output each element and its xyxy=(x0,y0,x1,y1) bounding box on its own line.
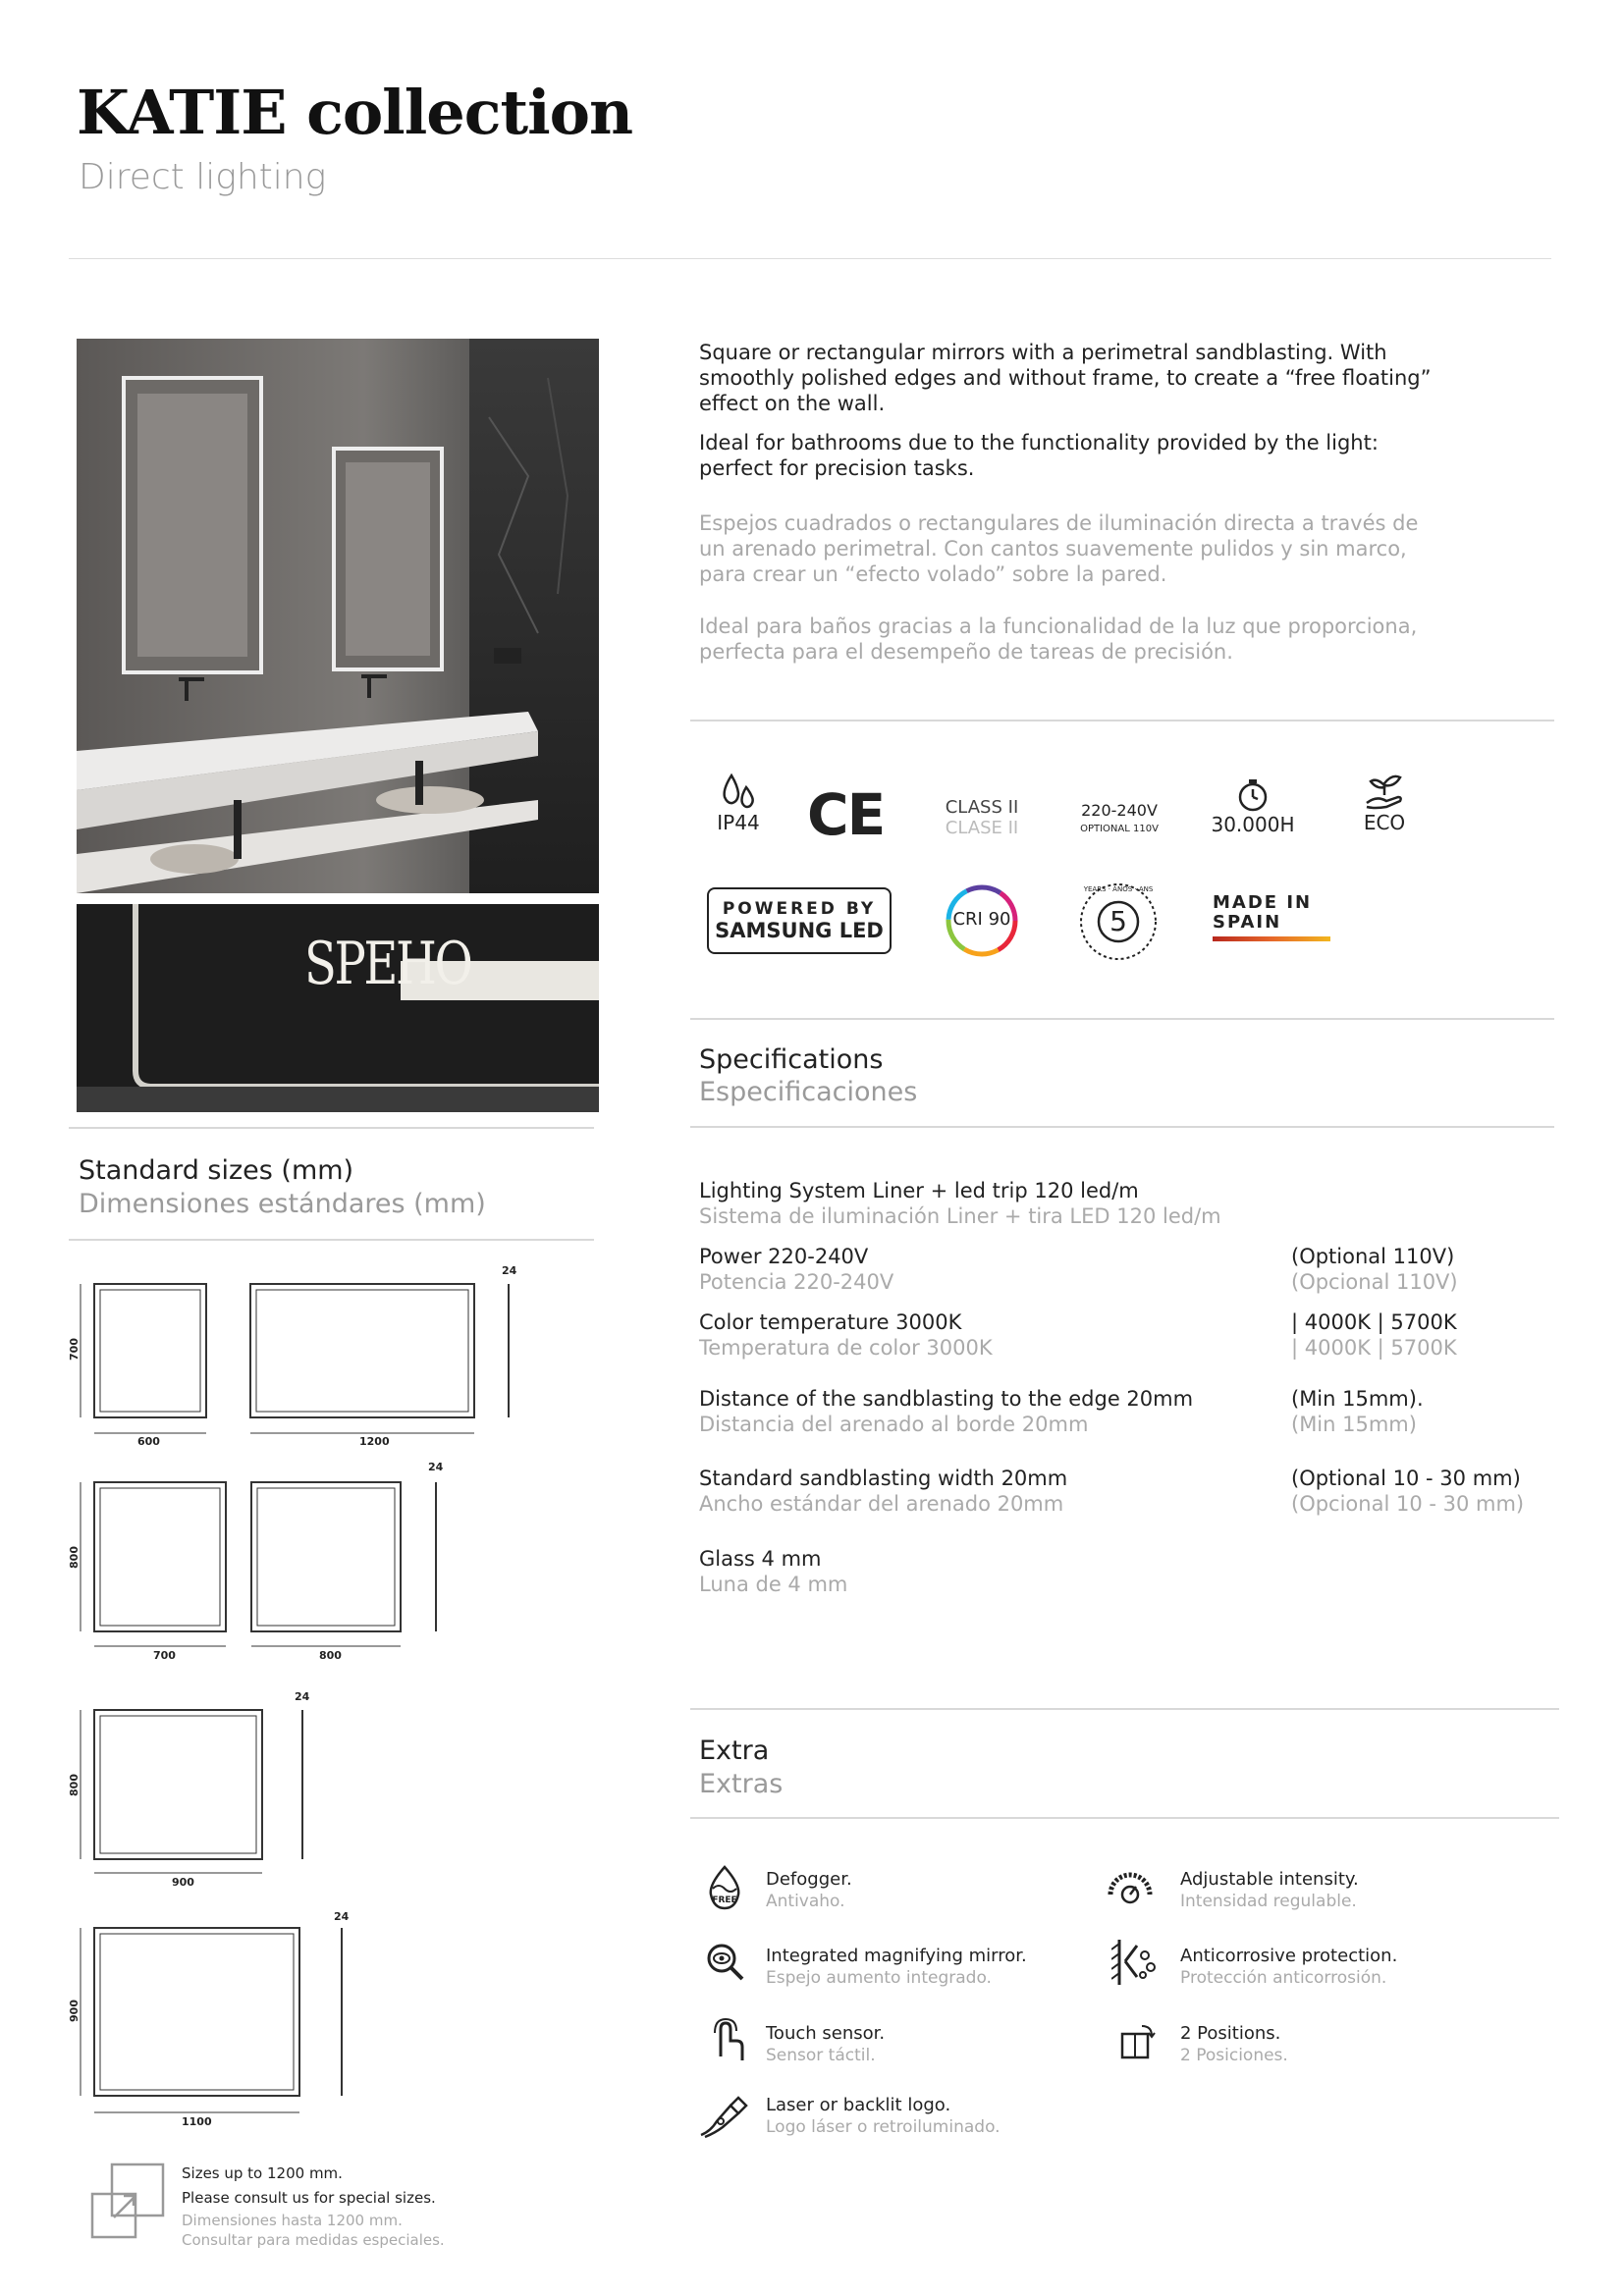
size-height-label: 800 xyxy=(67,1774,81,1796)
lifetime-badge: 30.000H xyxy=(1204,777,1302,836)
spec-row: Lighting System Liner + led trip 120 led/m Sistema de iluminación Liner + tira LED 120 led/m xyxy=(699,1179,1221,1228)
description-es-1: Espejos cuadrados o rectangulares de iluminación directa a través de un arenado perimetral. Con cantos suavemente pulidos y sin marco, para crear un “efecto volado” sobre la pared. xyxy=(699,511,1419,586)
size-height-label: 800 xyxy=(67,1546,81,1569)
svg-text:FREE: FREE xyxy=(712,1896,737,1905)
page-title: KATIE collection xyxy=(77,77,633,148)
header-divider xyxy=(69,258,1551,259)
speho-logo-text: SPEHO xyxy=(304,930,471,998)
description-en-1: Square or rectangular mirrors with a perimetral sandblasting. With smoothly polished edges and without frame, to create a “free floating” effect on the wall. xyxy=(699,341,1432,415)
resize-icon xyxy=(90,2163,169,2241)
positions-icon xyxy=(1118,2022,1158,2061)
spec-row: Standard sandblasting width 20mm Ancho estándar del arenado 20mm (Optional 10 - 30 mm) (Opcional 10 - 30 mm) xyxy=(699,1467,1525,1516)
size-drawings xyxy=(59,1256,569,2140)
size-height-label: 900 xyxy=(67,2000,81,2022)
size-width-label: 900 xyxy=(172,1876,194,1889)
extras-top-divider xyxy=(690,1708,1559,1710)
class-ii-badge: CLASS II CLASE II xyxy=(945,797,1019,838)
specifications-list xyxy=(699,1178,1553,1605)
size-width-label: 800 xyxy=(319,1649,342,1662)
specifications-title-es: Especificaciones xyxy=(699,1077,918,1107)
spain-flag-bar xyxy=(1213,936,1330,941)
spec-row: Color temperature 3000K Temperatura de color 3000K | 4000K | 5700K | 4000K | 5700K xyxy=(699,1310,1457,1360)
anticorrosion-icon xyxy=(1111,1938,1159,1987)
eco-plant-hand-icon xyxy=(1363,774,1406,811)
ce-mark: CE xyxy=(807,781,885,848)
spec-row: Glass 4 mm Luna de 4 mm xyxy=(699,1547,848,1596)
eco-badge: ECO xyxy=(1355,774,1414,834)
defogger-icon xyxy=(705,1865,744,1910)
ip44-badge: IP44 xyxy=(709,774,768,834)
extras-title-en: Extra xyxy=(699,1735,770,1766)
bathroom-photo xyxy=(77,339,599,893)
dimmer-icon xyxy=(1107,1865,1154,1904)
description-en-2: Ideal for bathrooms due to the functionality provided by the light: perfect for precision tasks. xyxy=(699,431,1379,480)
voltage-badge: 220-240V OPTIONAL 110V xyxy=(1080,801,1159,834)
warranty-5-years-badge: YEARS · AÑOS · ANS 5 xyxy=(1078,881,1159,962)
sizes-title-es: Dimensiones estándares (mm) xyxy=(79,1189,486,1219)
made-in-spain-badge: MADE IN SPAIN xyxy=(1213,893,1330,941)
samsung-led-badge: POWERED BY SAMSUNG LED xyxy=(707,887,892,954)
magnifier-icon xyxy=(705,1942,746,1983)
description-divider xyxy=(690,720,1554,721)
certifications-divider xyxy=(690,1018,1554,1020)
sizes-divider xyxy=(69,1239,594,1241)
sizes-title-en: Standard sizes (mm) xyxy=(79,1155,354,1186)
special-sizes-note: Sizes up to 1200 mm. Please consult us for special sizes. Dimensiones hasta 1200 mm. Consultar para medidas especiales. xyxy=(182,2164,445,2249)
logo-photo xyxy=(77,904,599,1112)
size-depth-label: 24 xyxy=(295,1690,310,1703)
laser-pen-icon xyxy=(697,2092,750,2139)
size-width-label: 600 xyxy=(137,1435,160,1448)
specifications-divider xyxy=(690,1126,1554,1128)
cri90-badge: CRI 90 xyxy=(943,881,1021,960)
size-width-label: 700 xyxy=(153,1649,176,1662)
size-width-label: 1200 xyxy=(359,1435,390,1448)
sizes-top-divider xyxy=(69,1127,594,1129)
description-es-2: Ideal para baños gracias a la funcionalidad de la luz que proporciona, perfecta para el desempeño de tareas de precisión. xyxy=(699,614,1418,664)
size-height-label: 700 xyxy=(67,1338,81,1361)
stopwatch-icon xyxy=(1235,777,1271,813)
water-drops-icon xyxy=(719,774,758,811)
specifications-title-en: Specifications xyxy=(699,1044,884,1075)
spec-row: Distance of the sandblasting to the edge 20mm Distancia del arenado al borde 20mm (Min 15mm). (Min 15mm) xyxy=(699,1387,1424,1436)
touch-icon xyxy=(707,2017,746,2062)
spec-row: Power 220-240V Potencia 220-240V (Optional 110V) (Opcional 110V) xyxy=(699,1245,1458,1294)
size-depth-label: 24 xyxy=(334,1910,350,1923)
size-depth-label: 24 xyxy=(428,1461,444,1473)
page-subtitle: Direct lighting xyxy=(79,157,327,197)
size-depth-label: 24 xyxy=(502,1264,517,1277)
size-width-label: 1100 xyxy=(182,2115,212,2128)
extras-divider xyxy=(690,1817,1559,1819)
extras-title-es: Extras xyxy=(699,1769,784,1799)
